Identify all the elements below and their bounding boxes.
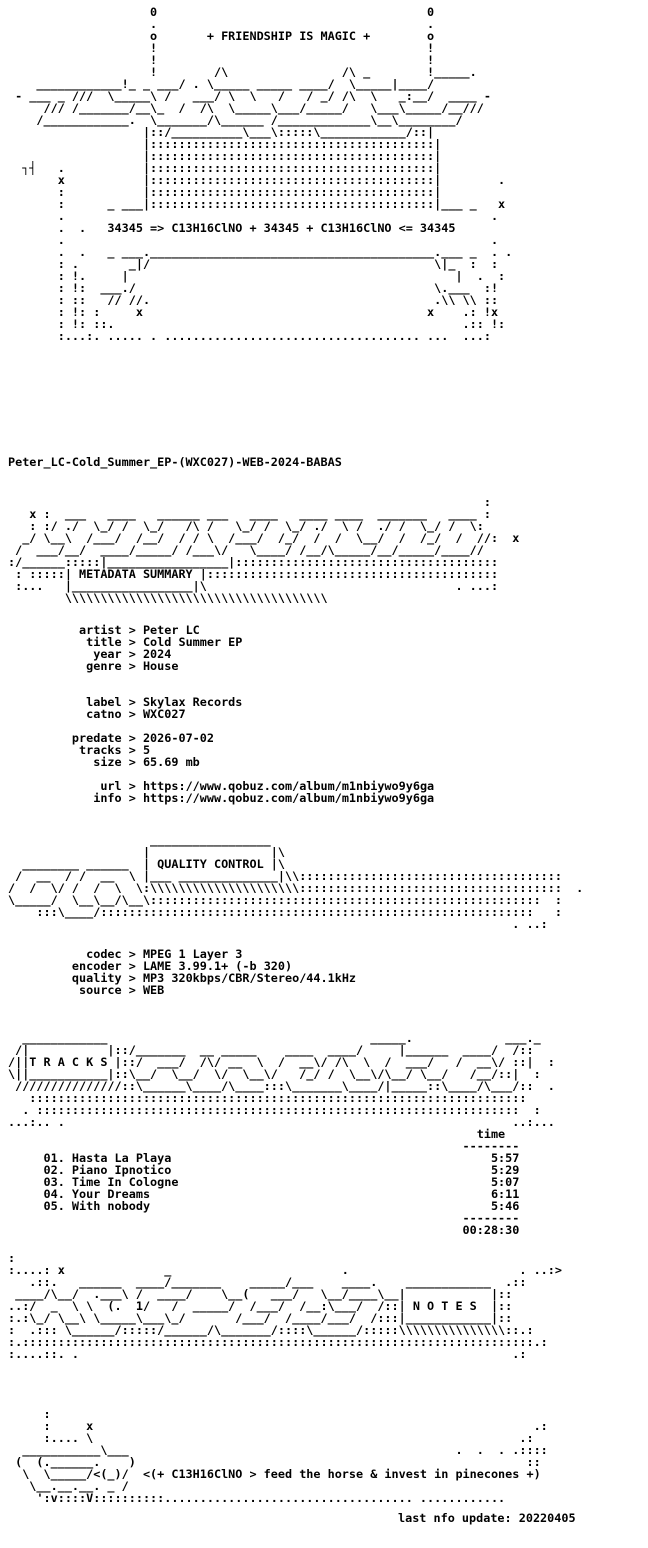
metadata-value: WXC027 — [142, 707, 186, 721]
release-name-text: Peter_LC-Cold_Summer_EP-(WXC027)-WEB-2024-BABAS — [8, 455, 342, 469]
track-row: 02. Piano Ipnotico 5:29 — [8, 1163, 520, 1177]
track-row: 01. Hasta La Playa 5:57 — [8, 1151, 520, 1165]
metadata-key: predate > — [8, 731, 143, 745]
quality-row — [8, 984, 356, 996]
quality-key: source > — [8, 983, 143, 997]
metadata-row — [8, 792, 434, 804]
metadata-value: 2024 — [142, 647, 172, 661]
release-name — [8, 456, 342, 468]
tracks-rule: -------- — [8, 1139, 520, 1153]
tracks-banner: ____________ _____. ___._ /| |::/_______ __ _____ ____ ____/ |______ ____/ /:: /||T R A C K S |::/ ___/ /\/ __ \ / __\/ /\ \ / ___/ / __\/ ::| : \||___________|::\__/ \__/ \/ \__\/ /_/ / \__\/\__/ \__/ /__/::| : ///////////////::\______\____/\____:::\_______\____/|_____::\____/\___/:: . :::::::::::::::::::::::::::::::::::::::::::::::::::::::::::::::::::::: . :::::::::::::::::::::::::::::::::::::::::::::::::::::::::::::::::::: : ...:.. . ..:... — [8, 1031, 555, 1129]
metadata-key: artist > — [8, 623, 143, 637]
metadata-list — [8, 624, 434, 804]
metadata-key: year > — [8, 647, 143, 661]
footer-ascii-art: : : x .: :.... \ .: ___________\___ . . . .:::: ( (.______. ) :: \ \_____/<(_)/ <(+ C13H16ClNO > feed the horse & invest in pinecones +) \__.__.__. _ / ':v::::V::::::::::................................... ............ — [15, 1407, 548, 1505]
metadata-value: Skylax Records — [142, 695, 243, 709]
tracks-total: 00:28:30 — [8, 1223, 520, 1237]
quality-key: quality > — [8, 971, 143, 985]
quality-key: codec > — [8, 947, 143, 961]
last-update: last nfo update: 20220405 — [398, 1511, 576, 1525]
tracklist — [8, 1128, 519, 1236]
metadata-summary-banner: : x : ___ ____ ______ ___ ____ ____ ____ _______ ____ : : :/ ./ \_/ / \_/ /\ / \_/ / \_/ ./ \ / ./ / \_/ / \: _/ \__\ /___/ /__/ / / \ /___/ /_/ / / \__/ / /_/ / //: x / ___/__/ ____/_____/ /___\/ \____/ /__/\_____/__/_____/____// :/______:::::|_________________|::::::::::::::::::::::::::::::::::::: : :::::| METADATA SUMMARY |::::::::::::::::::::::::::::::::::::::::: :... |_________________|\ . ...: \\\\\\\\\\\\\\\\\\\\\\\\\\\\\\\\\\\\\ — [8, 495, 520, 605]
metadata-row — [8, 756, 434, 768]
notes-banner: : :....: x _ . . ..:> .::. ______ ____/_______ _____/___ ____. ____________ .:: ____/\__/ .___\ / ____/ \__( ___/ \__/____\__| |:: ..:/ _ \ \ (. 1/ / _____/ /___/ /__:\___/ /::| N O T E S |:: :.:\_/ \__\ \_____\___\_/ /___/ /____/___/ /:::|____________|:: : .::: \______/:::::/______/\_______/::::\______/:::::\\\\\\\\\\\\\\\::.: :.::::::::::::::::::::::::::::::::::::::::::::::::::::::::::::::::::::::::.: :....::. . .: — [8, 1251, 562, 1361]
metadata-row — [8, 672, 434, 684]
metadata-key: info > — [8, 791, 143, 805]
metadata-row — [8, 708, 434, 720]
metadata-value: House — [142, 659, 179, 673]
tracks-time-header: time — [8, 1127, 506, 1141]
metadata-value: Cold Summer EP — [142, 635, 243, 649]
track-row: 04. Your Dreams 6:11 — [8, 1187, 520, 1201]
quality-list — [8, 948, 356, 996]
quality-value: WEB — [142, 983, 165, 997]
metadata-value: https://www.qobuz.com/album/m1nbiywo9y6ga — [142, 791, 435, 805]
quality-value: MPEG 1 Layer 3 — [142, 947, 243, 961]
metadata-key: url > — [8, 779, 143, 793]
metadata-key: size > — [8, 755, 143, 769]
metadata-key: title > — [8, 635, 143, 649]
tracks-rule: -------- — [8, 1211, 520, 1225]
metadata-row — [8, 660, 434, 672]
quality-value: MP3 320kbps/CBR/Stereo/44.1kHz — [142, 971, 357, 985]
metadata-value: Peter LC — [142, 623, 200, 637]
quality-control-banner: _________________ | |\ ________ ______ | QUALITY CONTROL |\ / __ / / __ \ |___ ______________|\\::::::::::::::::::::::::::::::::::::: / / \/ / / \ \:\\\\\\\\\\\\\\\\\\\\\::::::::::::::::::::::::::::::::::::: . \_____/ \__\__/\__\::::::::::::::::::::::::::::::::::::::::::::::::::::::: : :::\____/::::::::::::::::::::::::::::::::::::::::::::::::::::::::::::: : . ..: — [8, 833, 584, 931]
quality-value: LAME 3.99.1+ (-b 320) — [142, 959, 293, 973]
nfo-document — [8, 6, 640, 1536]
metadata-key: label > — [8, 695, 143, 709]
metadata-key: genre > — [8, 659, 143, 673]
metadata-value: 65.69 mb — [142, 755, 200, 769]
track-row: 03. Time In Cologne 5:07 — [8, 1175, 520, 1189]
metadata-key: catno > — [8, 707, 143, 721]
track-row: 05. With nobody 5:46 — [8, 1199, 520, 1213]
metadata-value: https://www.qobuz.com/album/m1nbiywo9y6ga — [142, 779, 435, 793]
quality-key: encoder > — [8, 959, 143, 973]
metadata-value: 5 — [142, 743, 151, 757]
metadata-value: 2026-07-02 — [142, 731, 214, 745]
metadata-key: tracks > — [8, 743, 143, 757]
header-ascii-banner: 0 0 . . o + FRIENDSHIP IS MAGIC + o ! ! ! ! ! /\ /\ _ !_____. ____________!_ _ ___/ . \_____ _____ ____/ \_____|____/ - ___ _ /// \_____\ / ___/ \ \ / / _/ /\ \ _:__/ ____ - /// /_______/__\_ / /\ \_____\___/_____/ \___\_____/__/// /____________. \_______/\______ /_____________\__\________/ |::/__________\___\:::::\____________/::| |::::::::::::::::::::::::::::::::::::::::| |::::::::::::::::::::::::::::::::::::::::| ┐┤ . |::::::::::::::::::::::::::::::::::::::::| x |::::::::::::::::::::::::::::::::::::::::| . : |::::::::::::::::::::::::::::::::::::::::| : _ ___|::::::::::::::::::::::::::::::::::::::::|___ _ x . . . . 34345 => C13H16ClNO + 34345 + C13H16ClNO <= 34345 . . . . _ ___.________________________________________.___ _ . . : . _|/ \|_ : : : !. | | . : : !: ___./ \.___ :! : :: // //. .\\ \\ :: : !: : x x .: !x : !: ::. .:: !: :...:. ..... . .................................... ... ...: — [15, 6, 513, 343]
